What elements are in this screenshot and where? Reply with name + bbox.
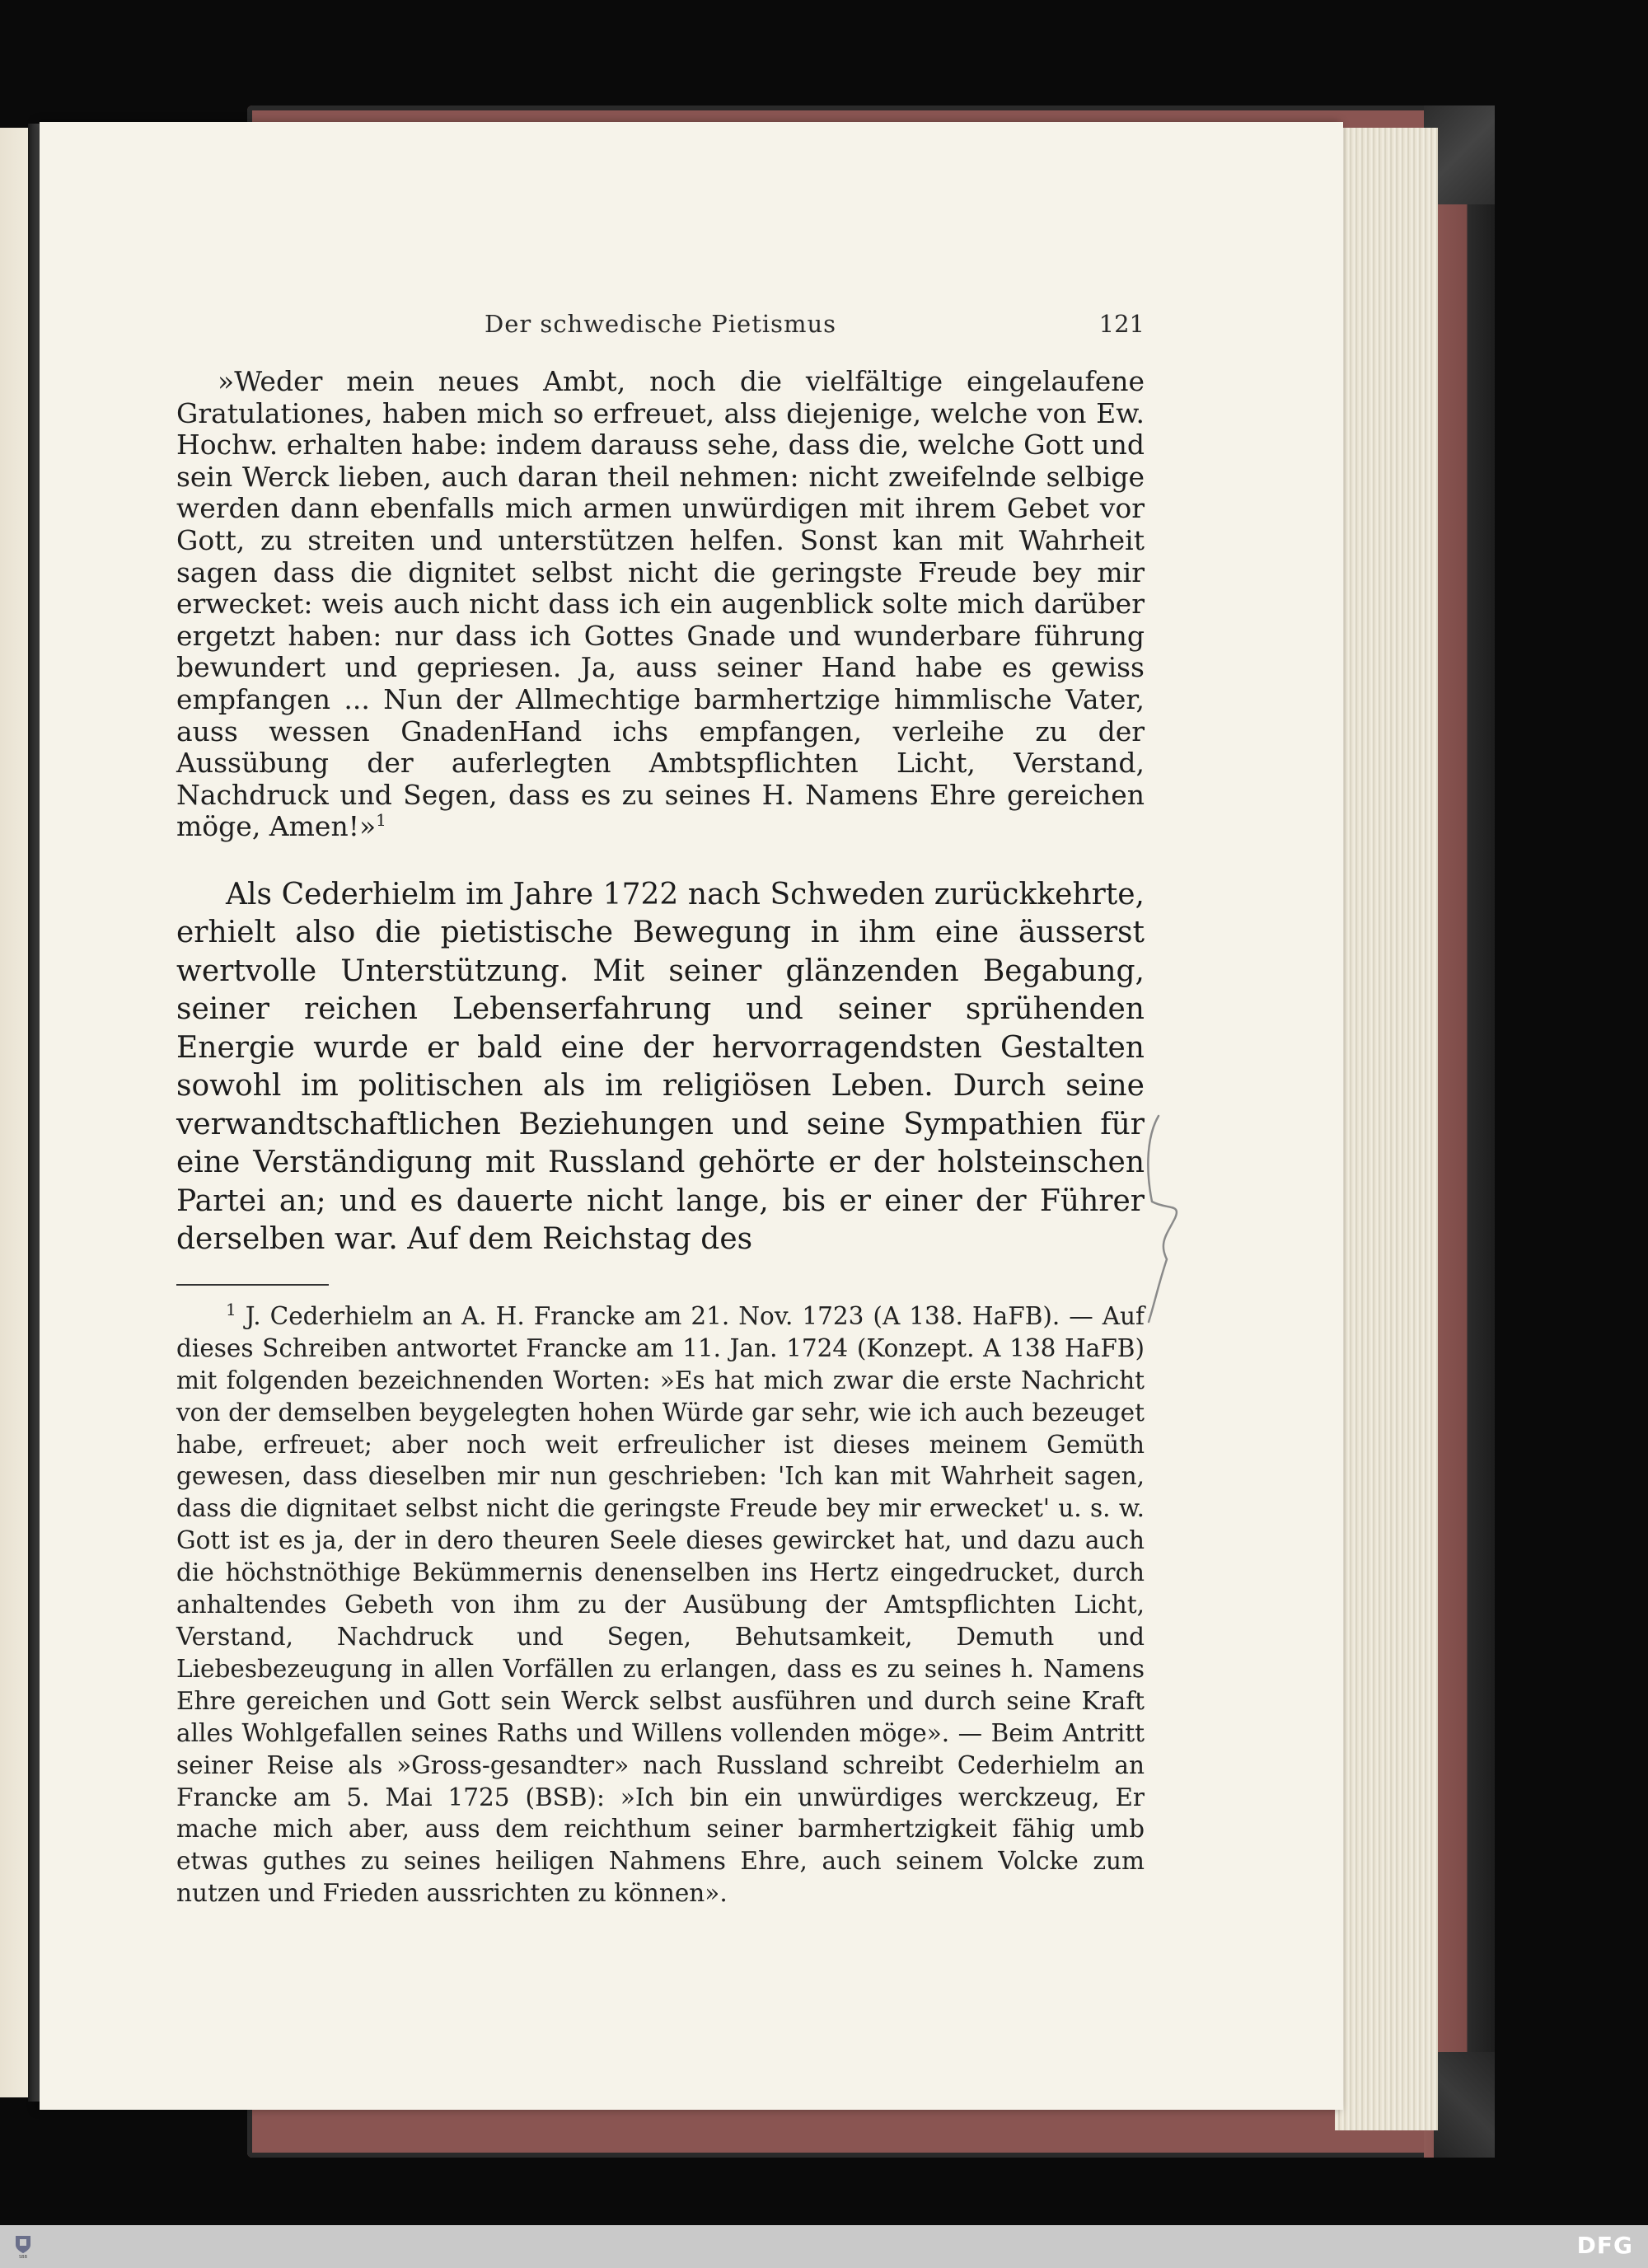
footnote-reference: 1 (376, 810, 386, 831)
book-page (40, 122, 1343, 2110)
footnote (176, 1300, 1145, 1910)
page-content (176, 310, 1145, 1910)
footnote-text: J. Cederhielm an A. H. Francke am 21. Nov. 1723 (A 138. HaFB). — Auf dieses Schreiben antwortet Francke am 11. Jan. 1724 (Konzept. A 138 HaFB) mit folgenden bezeichnenden Worten: »Es hat mich zwar die erste Nachricht von der demselben beygelegten hohen Würde gar sehr, wie ich auch bezeuget habe, erfreuet; aber noch weit erfreulicher ist dieses meinem Gemüth gewesen, dass dieselben mir nun geschrieben: 'Ich kan mit Wahrheit sagen, dass die dignitaet selbst nicht die geringste Freude bey mir erwecket' u. s. w. Gott ist es ja, der in dero theuren Seele dieses gewircket hat, und dazu auch die höchstnöthige Bekümmernis denenselben ins Hertz eingedrucket, durch anhaltendes Gebeth von ihm zu der Ausübung der Amtspflichten Licht, Verstand, Nachdruck und Segen, Behutsamkeit, Demuth und Liebesbezeugung in allen Vorfällen zu erlangen, dass es zu seines h. Namens Ehre gereichen und Gott sein Werck selbst ausführen und durch seine Kraft alles Wohlgefallen seines Raths und Willens vollenden möge». — Beim Antritt seiner Reise als »Gross-gesandter» nach Russland schreibt Cederhielm an Francke am 5. Mai 1725 (BSB): »Ich bin ein unwürdiges werckzeug, Er mache mich aber, auss dem reichthum seiner barmhertzigkeit fähig umb etwas guthes zu seines heiligen Nahmens Ehre, auch seinem Volcke zum nutzen und Frieden aussrichten zu können». (176, 1301, 1145, 1908)
page-number: 121 (1098, 310, 1145, 338)
viewer-footer-bar (0, 2225, 1648, 2268)
library-logo[interactable] (5, 2228, 41, 2265)
footnote-divider (176, 1284, 329, 1286)
running-head-title: Der schwedische Pietismus (484, 310, 837, 338)
pencil-margin-mark (1142, 1111, 1192, 1325)
dfg-logo[interactable]: DFG (1576, 2232, 1633, 2259)
body-paragraph: Als Cederhielm im Jahre 1722 nach Schweden zurückkehrte, erhielt also die pietistische Bewegung in ihm eine äusserst wertvolle Unterstützung. Mit seiner glänzenden Begabung, seiner reichen Lebenserfahrung und seiner sprühenden Energie wurde er bald eine der hervorragendsten Gestalten sowohl im politischen als im religiösen Leben. Durch seine verwandtschaftlichen Beziehungen und seine Sympathien für eine Verständigung mit Russland gehörte er der holsteinschen Partei an; und es dauerte nicht lange, bis er einer der Führer derselben war. Auf dem Reichstag des (176, 877, 1145, 1257)
quote-text: »Weder mein neues Ambt, noch die vielfältige eingelaufene Gratulationes, haben mich so erfreuet, alss diejenige, welche von Ew. Hochw. erhalten habe: indem darauss sehe, dass die, welche Gott und sein Werck lieben, auch daran theil nehmen: nicht zweifelnde selbige werden dann ebenfalls mich armen unwürdigen mit ihrem Gebet vor Gott, zu streiten und unterstützen helfen. Sonst kan mit Wahrheit sagen dass die dignitet selbst nicht die geringste Freude bey mir erwecket: weis auch nicht dass ich ein augenblick solte mich darüber ergetzt haben: nur dass ich Gottes Gnade und wunderbare führung bewundert und gepriesen. Ja, auss seiner Hand habe es gewiss empfangen ... Nun der Allmechtige barmhertzige himmlische Vater, auss wessen GnadenHand ichs empfangen, verleihe zu der Aussübung der auferlegten Ambtspflichten Licht, Verstand, Nachdruck und Segen, dass es zu seines H. Namens Ehre gereichen möge, Amen!» (176, 365, 1145, 843)
corner-protector-bottom (1434, 2052, 1495, 2158)
library-crest-icon (14, 2233, 32, 2255)
library-logo-label: SBB (18, 2255, 28, 2260)
running-head (176, 310, 1145, 363)
quote-paragraph (176, 366, 1145, 843)
page-block-edges (1335, 128, 1438, 2130)
footnote-number: 1 (226, 1300, 236, 1320)
